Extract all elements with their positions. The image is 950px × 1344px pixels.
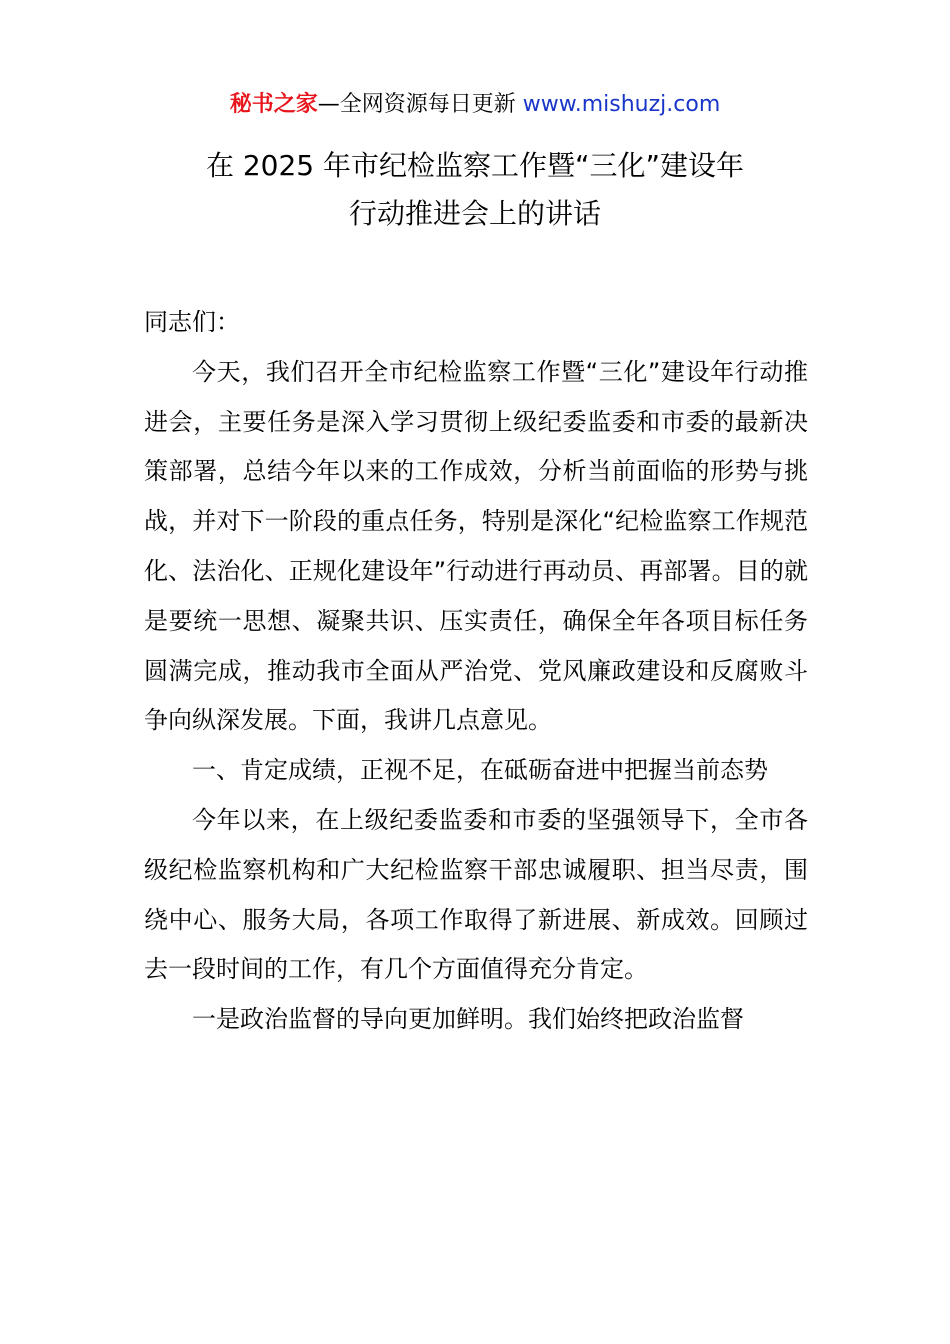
section-heading-1: 一、肯定成绩，正视不足，在砥砺奋进中把握当前态势: [192, 756, 768, 785]
site-brand: 秘书之家: [229, 92, 318, 117]
document-title-line-2: 行动推进会上的讲话: [348, 197, 601, 230]
site-tagline: —全网资源每日更新: [317, 92, 523, 117]
paragraph-achievements: 今年以来，在上级纪委监委和市委的坚强领导下，全市各级纪检监察机构和广大纪检监察干部忠诚履职、担当尽责，围绕中心、服务大局，各项工作取得了新进展、新成效。回顾过去一段时间的工作，有几个方面值得充分肯定。: [144, 805, 808, 984]
salutation: 同志们：: [144, 308, 240, 336]
document-title-line-1: 在 2025 年市纪检监察工作暨“三化”建设年: [205, 149, 745, 182]
paragraph-intro: 今天，我们召开全市纪检监察工作暨“三化”建设年行动推进会，主要任务是深入学习贯彻上级纪委监委和市委的最新决策部署，总结今年以来的工作成效，分析当前面临的形势与挑战，并对下一阶段的重点任务，特别是深化“纪检监察工作规范化、法治化、正规化建设年”行动进行再动员、再部署。目的就是要统一思想、凝聚共识、压实责任，确保全年各项目标任务圆满完成，推动我市全面从严治党、党风廉政建设和反腐败斗争向纵深发展。下面，我讲几点意见。: [144, 357, 808, 735]
document-title: [100, 142, 850, 238]
site-banner: [0, 88, 950, 122]
paragraph-political-supervision: 一是政治监督的导向更加鲜明。我们始终把政治监督: [192, 1005, 744, 1034]
site-url-link[interactable]: www.mishuzj.com: [522, 92, 721, 117]
document-body: [144, 298, 808, 1045]
